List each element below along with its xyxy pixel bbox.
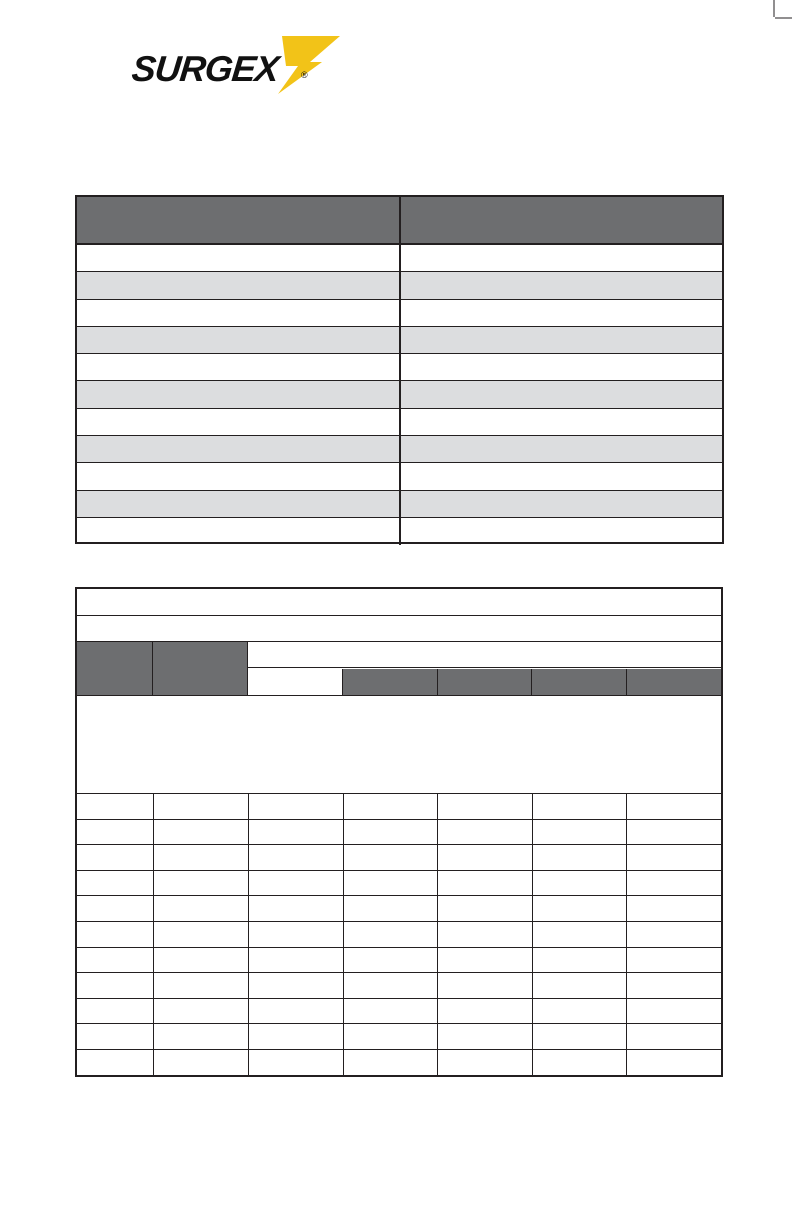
data-cell [77, 922, 153, 947]
data-cell [77, 794, 153, 819]
data-cell [532, 1050, 627, 1076]
table-row [77, 518, 722, 545]
data-cell [437, 896, 532, 921]
table-row [77, 871, 721, 897]
table-row [77, 463, 722, 490]
data-cell [343, 973, 438, 998]
data-cell [532, 922, 627, 947]
spec-cell [77, 300, 399, 326]
data-cell [343, 948, 438, 973]
table-row [77, 794, 721, 820]
table-row [77, 948, 721, 974]
sub-header-cell [626, 669, 721, 695]
table-row [77, 300, 722, 327]
data-cell [532, 1024, 627, 1049]
spec-cell [399, 272, 723, 298]
data-cell [77, 999, 153, 1024]
data-cell [248, 948, 343, 973]
data-cell [153, 871, 248, 896]
data-cell [248, 794, 343, 819]
data-cell [532, 871, 627, 896]
data-table-body [77, 794, 721, 1076]
data-cell [626, 845, 721, 870]
data-cell [153, 948, 248, 973]
data-table-header [77, 642, 721, 696]
data-cell [153, 999, 248, 1024]
table-row [77, 436, 722, 463]
data-cell [626, 948, 721, 973]
table-row [77, 820, 721, 846]
data-cell [343, 896, 438, 921]
spec-cell [399, 409, 723, 435]
header-col-b [153, 642, 248, 695]
data-cell [248, 845, 343, 870]
data-cell [626, 922, 721, 947]
data-cell [437, 1024, 532, 1049]
spec-cell [399, 245, 723, 271]
data-cell [343, 794, 438, 819]
data-cell [153, 896, 248, 921]
data-cell [437, 820, 532, 845]
data-cell [77, 1050, 153, 1076]
data-cell [77, 845, 153, 870]
sub-header-cell [342, 669, 437, 695]
data-cell [343, 1024, 438, 1049]
data-cell [248, 922, 343, 947]
data-cell [437, 999, 532, 1024]
data-cell [626, 999, 721, 1024]
data-table-subtitle [77, 616, 721, 643]
data-cell [532, 973, 627, 998]
table-row [77, 845, 721, 871]
data-cell [532, 948, 627, 973]
data-cell [626, 871, 721, 896]
spec-cell [77, 245, 399, 271]
data-cell [626, 820, 721, 845]
table-row [77, 381, 722, 408]
data-cell [343, 922, 438, 947]
data-table-title [77, 589, 721, 616]
spec-cell [77, 381, 399, 407]
table-row [77, 922, 721, 948]
data-cell [532, 794, 627, 819]
table-row [77, 1024, 721, 1050]
table-row [77, 409, 722, 436]
data-cell [248, 999, 343, 1024]
data-cell [532, 999, 627, 1024]
data-cell [532, 845, 627, 870]
sub-header-cell [248, 669, 342, 695]
spec-table [75, 195, 724, 544]
data-cell [343, 845, 438, 870]
spec-cell [77, 354, 399, 380]
data-cell [532, 820, 627, 845]
header-col-a [77, 642, 153, 695]
data-cell [248, 871, 343, 896]
data-cell [437, 973, 532, 998]
table-row [77, 272, 722, 299]
spec-cell [77, 463, 399, 489]
registered-mark: ® [301, 70, 308, 80]
spec-cell [399, 463, 723, 489]
sub-header-cell [531, 669, 626, 695]
spec-cell [399, 354, 723, 380]
data-cell [248, 1050, 343, 1076]
data-cell [153, 922, 248, 947]
data-cell [626, 794, 721, 819]
data-cell [153, 973, 248, 998]
data-cell [437, 794, 532, 819]
data-cell [437, 922, 532, 947]
data-cell [437, 948, 532, 973]
spec-cell [77, 327, 399, 353]
spec-cell [77, 409, 399, 435]
data-cell [153, 845, 248, 870]
data-cell [153, 820, 248, 845]
spec-cell [77, 436, 399, 462]
data-cell [343, 871, 438, 896]
data-cell [626, 1050, 721, 1076]
table-row [77, 491, 722, 518]
data-cell [153, 1050, 248, 1076]
data-cell [343, 999, 438, 1024]
data-cell [343, 820, 438, 845]
data-cell [626, 973, 721, 998]
spec-header-cell [77, 197, 399, 243]
spec-cell [77, 272, 399, 298]
data-cell [77, 896, 153, 921]
table-row [77, 1050, 721, 1076]
data-cell [153, 794, 248, 819]
data-cell [626, 896, 721, 921]
data-table-note [77, 696, 721, 794]
spec-cell [399, 518, 723, 545]
spec-header-cell [399, 197, 723, 243]
sub-header-cell [437, 669, 532, 695]
data-table [75, 587, 723, 1077]
data-cell [248, 973, 343, 998]
table-row [77, 896, 721, 922]
data-cell [437, 1050, 532, 1076]
data-cell [248, 1024, 343, 1049]
data-cell [343, 1050, 438, 1076]
data-cell [77, 820, 153, 845]
group-header [248, 642, 721, 668]
spec-cell [77, 518, 399, 545]
data-cell [77, 871, 153, 896]
data-cell [248, 896, 343, 921]
table-row [77, 327, 722, 354]
surgex-logo [129, 32, 344, 96]
data-cell [153, 1024, 248, 1049]
data-cell [437, 871, 532, 896]
spec-cell [399, 381, 723, 407]
spec-table-header [77, 197, 722, 245]
data-cell [248, 820, 343, 845]
sub-header-row [248, 669, 721, 695]
data-cell [626, 1024, 721, 1049]
table-row [77, 973, 721, 999]
spec-cell [399, 327, 723, 353]
data-cell [77, 973, 153, 998]
spec-cell [77, 491, 399, 517]
spec-cell [399, 491, 723, 517]
data-cell [532, 896, 627, 921]
data-cell [77, 1024, 153, 1049]
spec-cell [399, 436, 723, 462]
data-cell [77, 948, 153, 973]
table-row [77, 245, 722, 272]
table-row [77, 354, 722, 381]
table-row [77, 999, 721, 1025]
logo-wordmark: SURGEX [129, 48, 281, 89]
spec-cell [399, 300, 723, 326]
data-cell [437, 845, 532, 870]
